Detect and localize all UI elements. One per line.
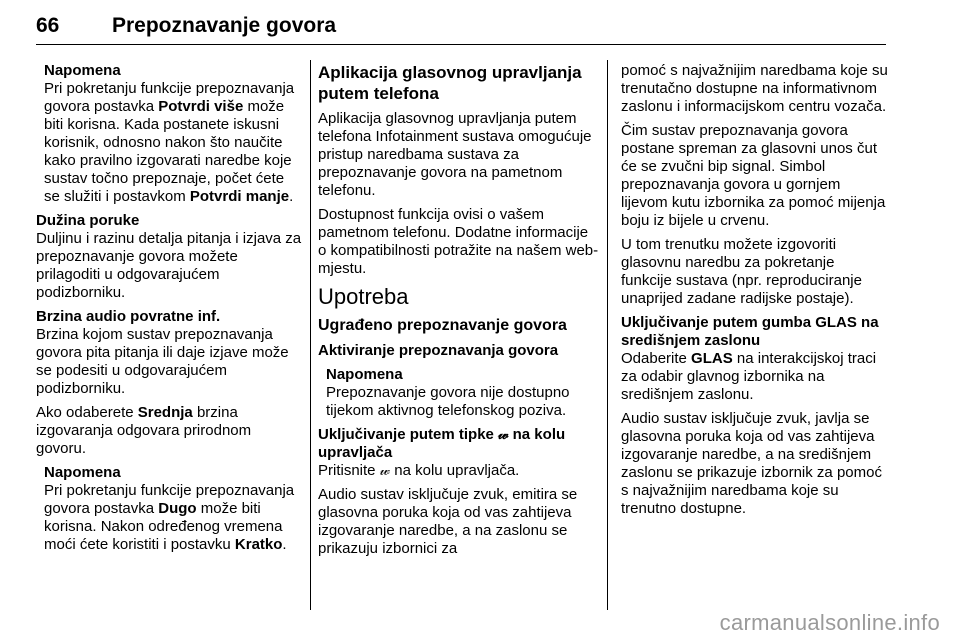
header-divider [36,44,886,45]
column-divider-2 [607,60,608,610]
note-box-2 [36,464,302,554]
page-header [36,12,886,52]
heading-upotreba: Upotreba [318,284,409,309]
voice-control-icon: 𝓌 [379,462,391,479]
column-divider-1 [310,60,311,610]
page-title: Prepoznavanje govora [112,14,337,37]
note-body: Pri pokretanju funkcije prepoznavanja govora postavka Potvrdi više može biti korisna. Kada postanete iskusni korisnik, odnosno nakon što naučite kako pravilno izgovarati naredbe koje sustav točno prepoznaje, počet ćete se služiti i postavkom Potvrdi manje. [44,80,295,205]
note-body: Pri pokretanju funkcije prepoznavanja govora postavka Dugo može biti korisna. Nakon određenog vremena moći ćete koristiti i postavku Kratko. [44,482,295,553]
column-1 [36,62,302,560]
heading-aktiviranje: Aktiviranje prepoznavanja govora [318,342,559,359]
section-body-brzina: Brzina kojom sustav prepoznavanja govora pita pitanja ili daje izjave može se podesiti u odgovarajućem podizborniku. [36,326,289,397]
note-box-3 [318,366,600,420]
section-title-aplikacija: Aplikacija glasovnog upravljanja putem telefona [318,63,582,103]
section-body-tipka-1: Pritisnite 𝓌 na kolu upravljača. [318,462,520,479]
note-box-1 [36,62,302,206]
section-title-tipka: Uključivanje putem tipke 𝓌 na kolu upravljača [318,426,566,461]
section-body-tipka-2: Audio sustav isključuje zvuk, emitira se glasovna poruka koja od vas zahtijeva izgovaranje naredbe, a na zaslonu se prikazuju izbornici za [318,486,578,557]
section-body-aplikacija-1: Aplikacija glasovnog upravljanja putem telefona Infotainment sustava omogućuje pristup naredbama sustava za prepoznavanje govora na pametnom telefonu. [318,110,592,199]
column-3 [621,62,889,524]
watermark: carmanualsonline.info [719,610,940,635]
heading-ugradjeno: Ugrađeno prepoznavanje govora [318,317,567,334]
paragraph-2: Čim sustav prepoznavanja govora postane spreman za glasovni unos čut će se zvučni bip signal. Simbol prepoznavanja govora u gornjem lijevom kutu izbornika za pomoć mijenja boju iz bijele u crvenu. [621,122,886,229]
section-title-brzina: Brzina audio povratne inf. [36,308,221,325]
section-body-duzina: Duljinu i razinu detalja pitanja i izjava za prepoznavanje govora možete prilagoditi u odgovarajućem podizborniku. [36,230,302,301]
section-title-duzina: Dužina poruke [36,212,140,229]
page-number: 66 [36,14,60,37]
section-body-glas-1: Odaberite GLAS na interakcijskoj traci za odabir glavnog izbornika na središnjem zaslonu. [621,350,877,403]
section-body-glas-2: Audio sustav isključuje zvuk, javlja se glasovna poruka koja od vas zahtijeva izgovaranje naredbe, a na središnjem zaslonu se prikazuje izbornik za pomoć s najvažnijim naredbama koje su trenutno dostupne. [621,410,882,517]
note-title: Napomena [44,62,121,79]
note-title: Napomena [44,464,121,481]
voice-control-icon: 𝓌 [498,426,509,443]
section-body-aplikacija-2: Dostupnost funkcija ovisi o vašem pametnom telefonu. Dodatne informacije o kompatibilnosti potražite na našem web-mjestu. [318,206,599,277]
note-body: Prepoznavanje govora nije dostupno tijekom aktivnog telefonskog poziva. [326,384,570,419]
note-title: Napomena [326,366,403,383]
paragraph-1: pomoć s najvažnijim naredbama koje su trenutačno dostupne na informativnom zaslonu i informacijskom centru vozača. [621,62,888,115]
section-title-glas: Uključivanje putem gumba GLAS na središnjem zaslonu [621,314,879,349]
section-body-brzina-2: Ako odaberete Srednja brzina izgovaranja odgovara prirodnom govoru. [36,404,252,457]
paragraph-3: U tom trenutku možete izgovoriti glasovnu naredbu za pokretanje funkcije sustava (npr. reproduciranje unaprijed zadane radijske postaje). [621,236,862,307]
column-2 [318,62,600,564]
